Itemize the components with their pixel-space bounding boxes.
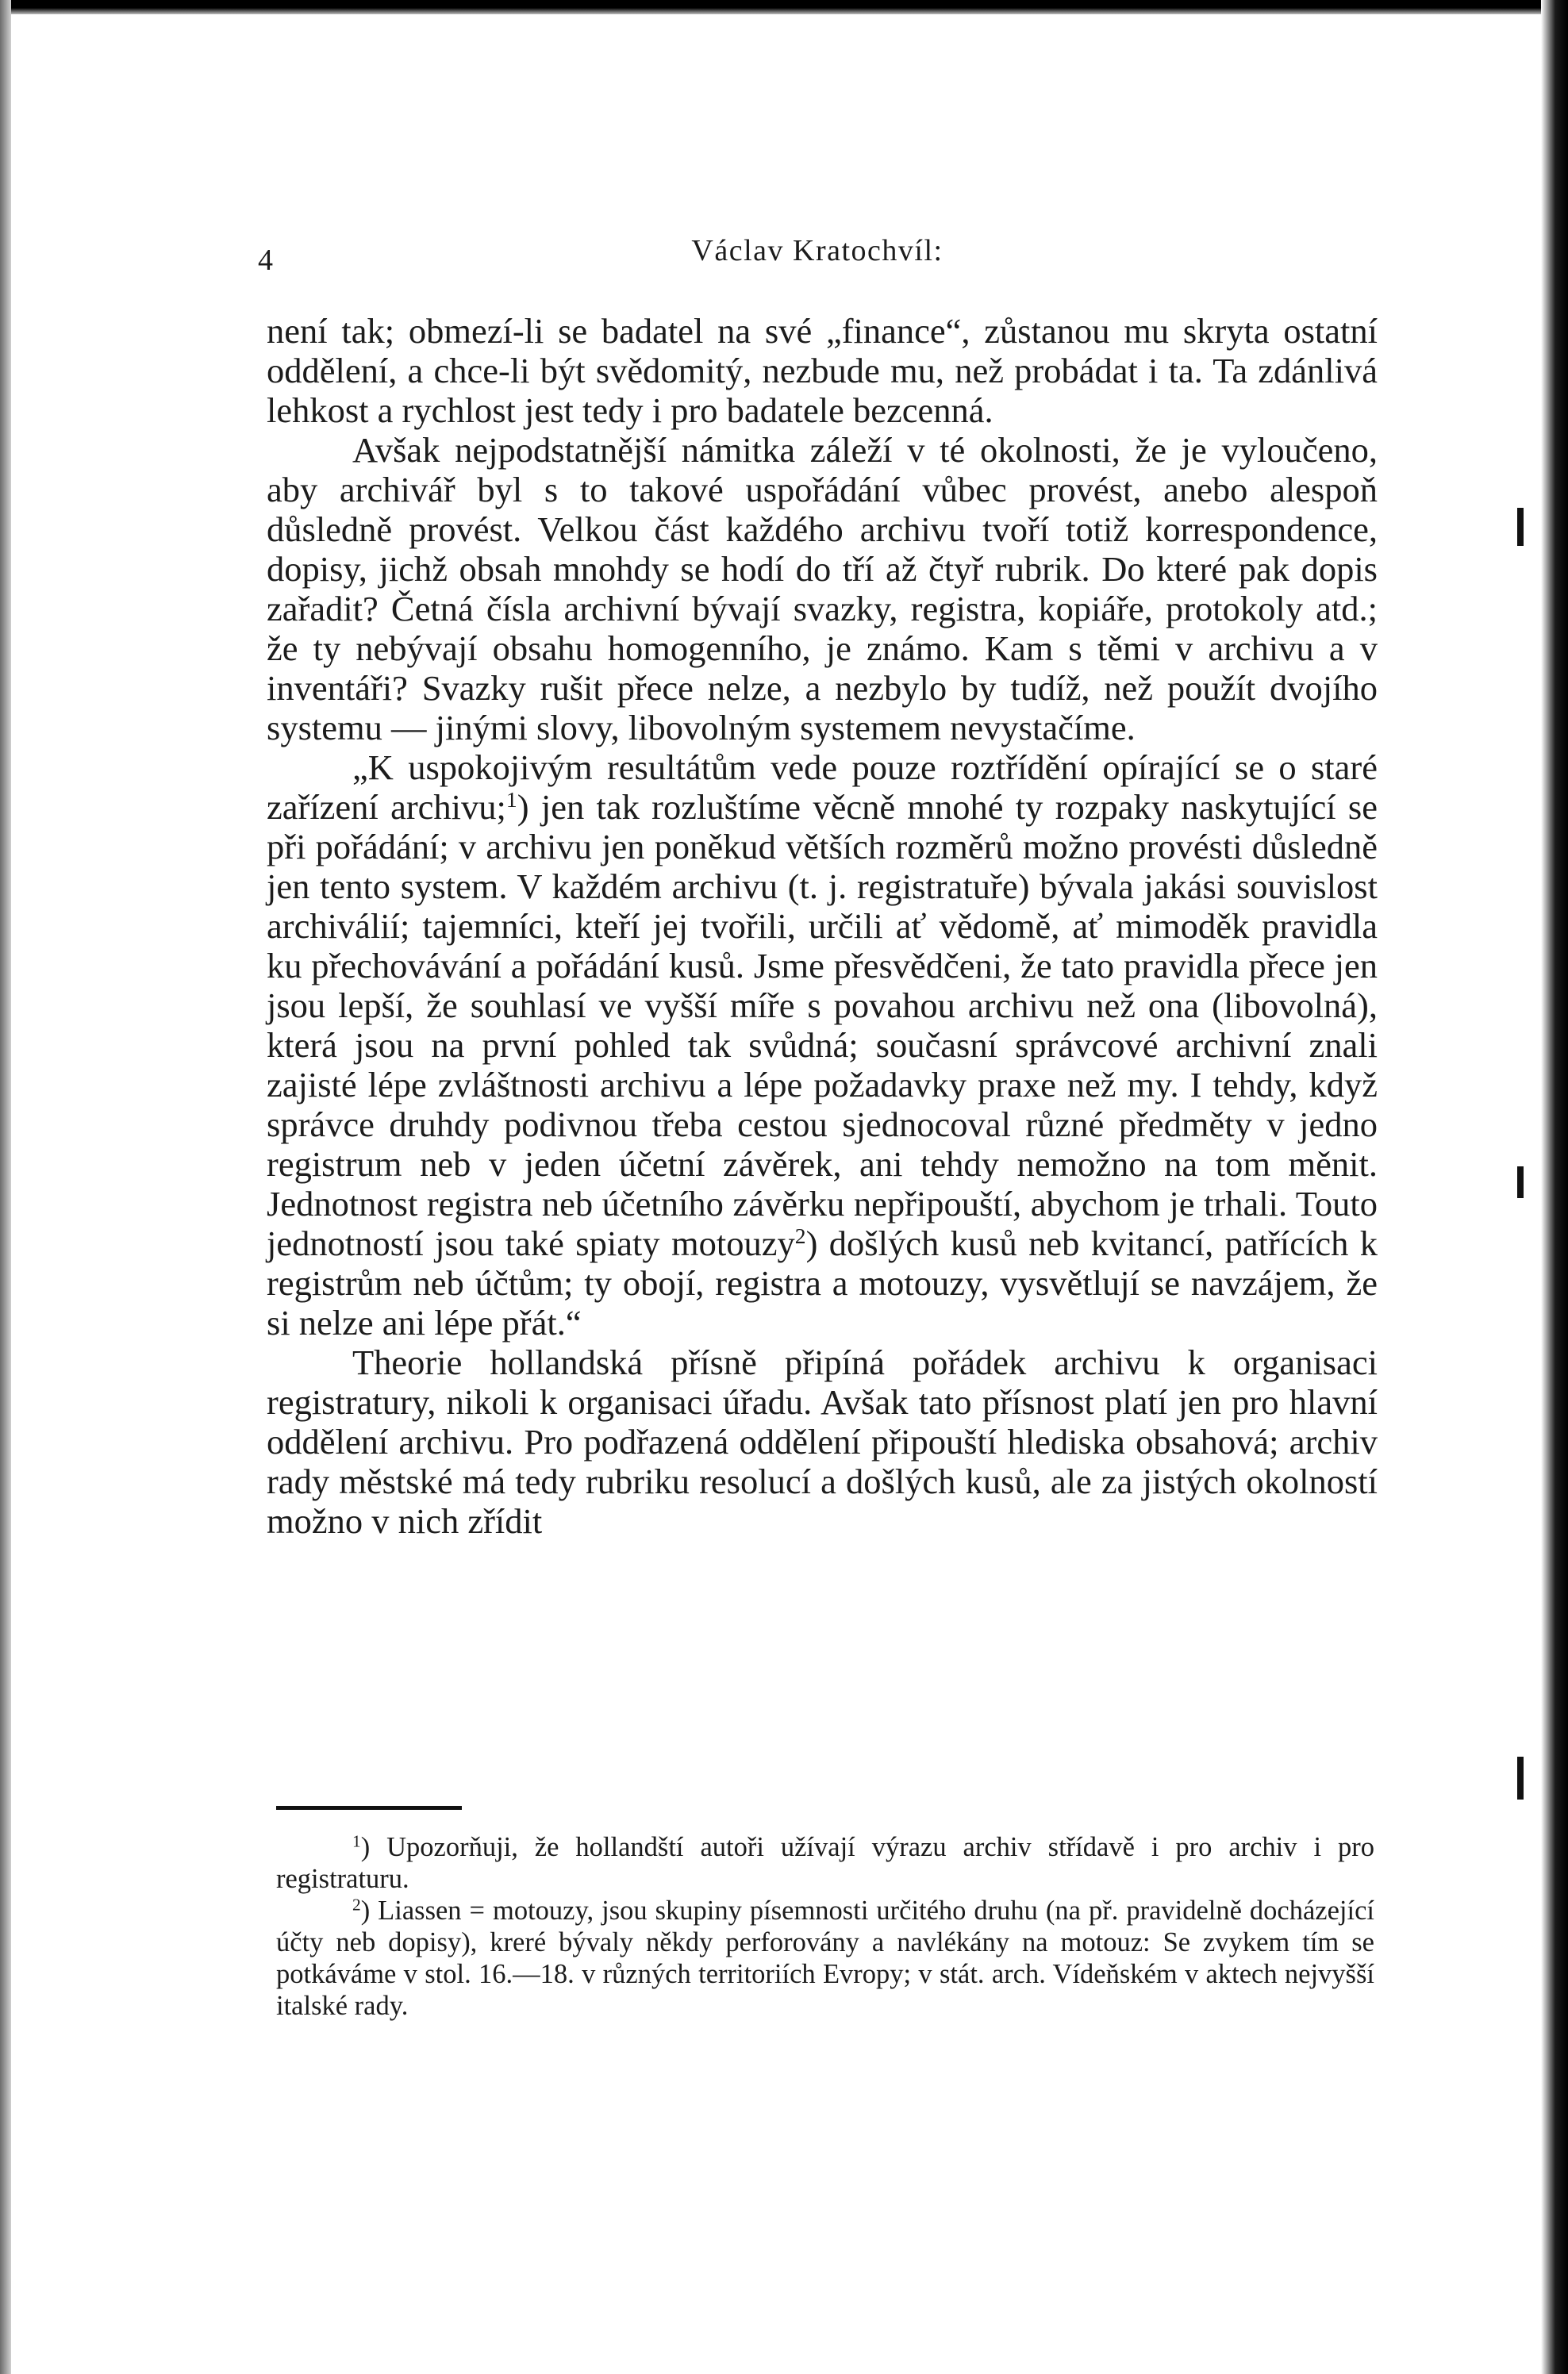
running-head-author: Václav Kratochvíl: xyxy=(691,234,943,267)
footnote-1 xyxy=(276,1831,1374,1895)
scan-edge-left xyxy=(0,0,11,2374)
paragraph-3-quotation xyxy=(267,747,1378,1343)
paragraph-2: Avšak nejpodstatnější námitka záleží v té okolnosti, že je vyloučeno, aby archivář byl s to takové uspořádání vůbec provést, anebo alespoň důsledně provést. Velkou část každého archivu tvoří totiž korrespondence, dopisy, jichž obsah mnohdy se hodí do tří až čtyř rubrik. Do které pak dopis zařadit? Četná čísla archivní bývají svazky, registra, kopiáře, protokoly atd.; že ty nebývají obsahu homogenního, je známo. Kam s těmi v archivu a v inventáři? Svazky rušit přece nelze, a nezbylo by tudíž, než použít dvojího systemu — jinými slovy, libovolným systemem nevystačíme. xyxy=(267,430,1378,747)
footnote-1-text: ) Upozorňuji, že hollandští autoři užívají výrazu archiv střídavě i pro archiv i pro registraturu. xyxy=(276,1832,1374,1894)
footnote-2-mark: 2 xyxy=(352,1895,361,1915)
scan-edge-right xyxy=(1541,0,1568,2374)
paragraph-1: není tak; obmezí-li se badatel na své „finance“, zůstanou mu skryta ostatní oddělení, a chce-li být svědomitý, nezbude mu, než probádat i ta. Ta zdánlivá lehkost a rychlost jest tedy i pro badatele bezcenná. xyxy=(267,311,1378,430)
paragraph-3-part-3: ) došlých kusů neb kvitancí, patřících k registrům neb účtům; ty obojí, registra a motouzy, vysvětlují se navzájem, že si nelze ani lépe přát.“ xyxy=(267,1223,1378,1343)
scan-edge-mark xyxy=(1517,1166,1524,1198)
footnote-1-mark: 1 xyxy=(352,1831,361,1851)
footnote-2 xyxy=(276,1895,1374,2022)
footnotes xyxy=(276,1831,1374,2022)
body-text xyxy=(267,311,1378,1541)
running-head xyxy=(258,235,1377,282)
footnote-ref-2: 2 xyxy=(794,1223,806,1248)
paragraph-3-part-2: ) jen tak rozluštíme věcně mnohé ty rozpaky naskytující se při pořádání; v archivu jen poněkud větších rozměrů možno provésti důsledně jen tento system. V každém archivu (t. j. registratuře) bývala jakási souvislost archiválií; tajemníci, kteří jej tvořili, určili ať vědomě, ať mimoděk pravidla ku přechovávání a pořádání kusů. Jsme přesvědčeni, že tato pravidla přece jen jsou lepší, že souhlasí ve vyšší míře s povahou archivu než ona (libovolná), která jsou na první pohled tak svůdná; současní správcové archivní znali zajisté lépe zvláštnosti archivu a lépe požadavky praxe než my. I tehdy, když správce druhdy podivnou třeba cestou sjednocoval různé předměty v jedno registrum neb v jeden účetní závěrek, ani tehdy nemožno na tom měnit. Jednotnost registra neb účetního závěrku nepřipouští, abychom je trhali. Touto jednotností jsou také spiaty motouzy xyxy=(267,787,1378,1263)
scan-edge-top xyxy=(0,0,1568,14)
footnote-rule xyxy=(276,1806,462,1810)
paragraph-3-part-1: „K uspokojivým resultátům vede pouze roztřídění opírající se o staré zařízení archivu; xyxy=(267,747,1378,827)
page-number: 4 xyxy=(258,244,273,277)
scan-edge-mark xyxy=(1517,1757,1524,1800)
footnote-ref-1: 1 xyxy=(505,786,517,812)
scan-edge-mark xyxy=(1517,508,1524,546)
paragraph-4: Theorie hollandská přísně připíná pořádek archivu k organisaci registratury, nikoli k organisaci úřadu. Avšak tato přísnost platí jen pro hlavní oddělení archivu. Pro podřazená oddělení připouští hlediska obsahová; archiv rady městské má tedy rubriku resolucí a došlých kusů, ale za jistých okolností možno v nich zřídit xyxy=(267,1343,1378,1541)
footnote-2-text: ) Liassen = motouzy, jsou skupiny písemnosti určitého druhu (na př. pravidelně docházející účty neb dopisy), kreré bývaly někdy perforovány a navlékány na motouz: Se zvykem tím se potkáváme v stol. 16.—18. v různých territoriích Evropy; v stát. arch. Vídeňském v aktech nejvyšší italské rady. xyxy=(276,1896,1374,2021)
